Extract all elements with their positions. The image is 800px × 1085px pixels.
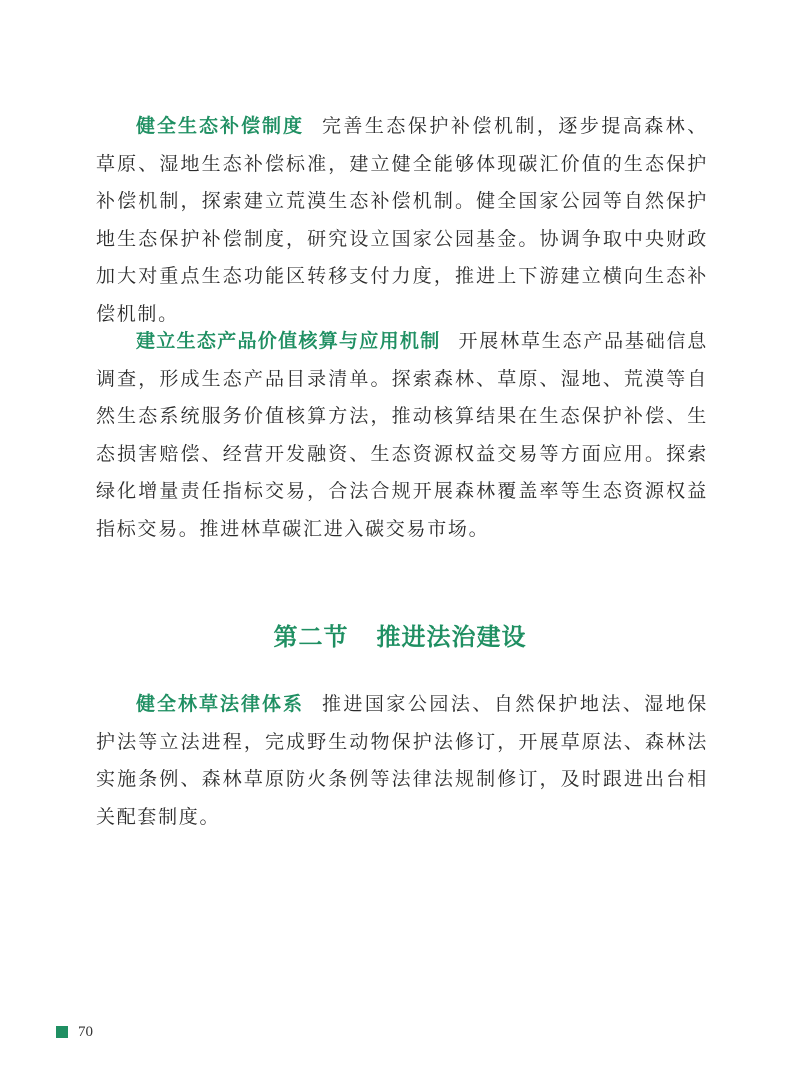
paragraph-body-forestry-law-system: 推进国家公园法、自然保护地法、湿地保护法等立法进程，完成野生动物保护法修订，开展草原法、森林法实施条例、森林草原防火条例等法律法规制修订，及时跟进出台相关配套制度。 <box>96 693 708 828</box>
page-footer <box>56 1023 93 1041</box>
page-number: 70 <box>78 1023 93 1040</box>
page-marker-square-icon <box>56 1026 68 1038</box>
paragraph-ecological-compensation <box>96 108 708 333</box>
section-heading-title: 推进法治建设 <box>376 623 527 651</box>
section-heading <box>0 617 800 652</box>
paragraph-lead-ecological-compensation: 健全生态补偿制度 <box>136 115 304 137</box>
paragraph-forestry-law-system <box>96 686 708 836</box>
section-heading-number: 第二节 <box>273 623 349 651</box>
paragraph-lead-ecological-product-value: 建立生态产品价值核算与应用机制 <box>136 330 441 352</box>
paragraph-body-ecological-product-value: 开展林草生态产品基础信息调查，形成生态产品目录清单。探索森林、草原、湿地、荒漠等自然生态系统服务价值核算方法，推动核算结果在生态保护补偿、生态损害赔偿、经营开发融资、生态资源权益交易等方面应用。探索绿化增量责任指标交易，合法合规开展森林覆盖率等生态资源权益指标交易。推进林草碳汇进入碳交易市场。 <box>96 330 708 540</box>
paragraph-body-ecological-compensation: 完善生态保护补偿机制，逐步提高森林、草原、湿地生态补偿标准，建立健全能够体现碳汇价值的生态保护补偿机制，探索建立荒漠生态补偿机制。健全国家公园等自然保护地生态保护补偿制度，研究设立国家公园基金。协调争取中央财政加大对重点生态功能区转移支付力度，推进上下游建立横向生态补偿机制。 <box>96 115 708 325</box>
paragraph-ecological-product-value <box>96 323 708 548</box>
paragraph-lead-forestry-law-system: 健全林草法律体系 <box>136 693 304 715</box>
